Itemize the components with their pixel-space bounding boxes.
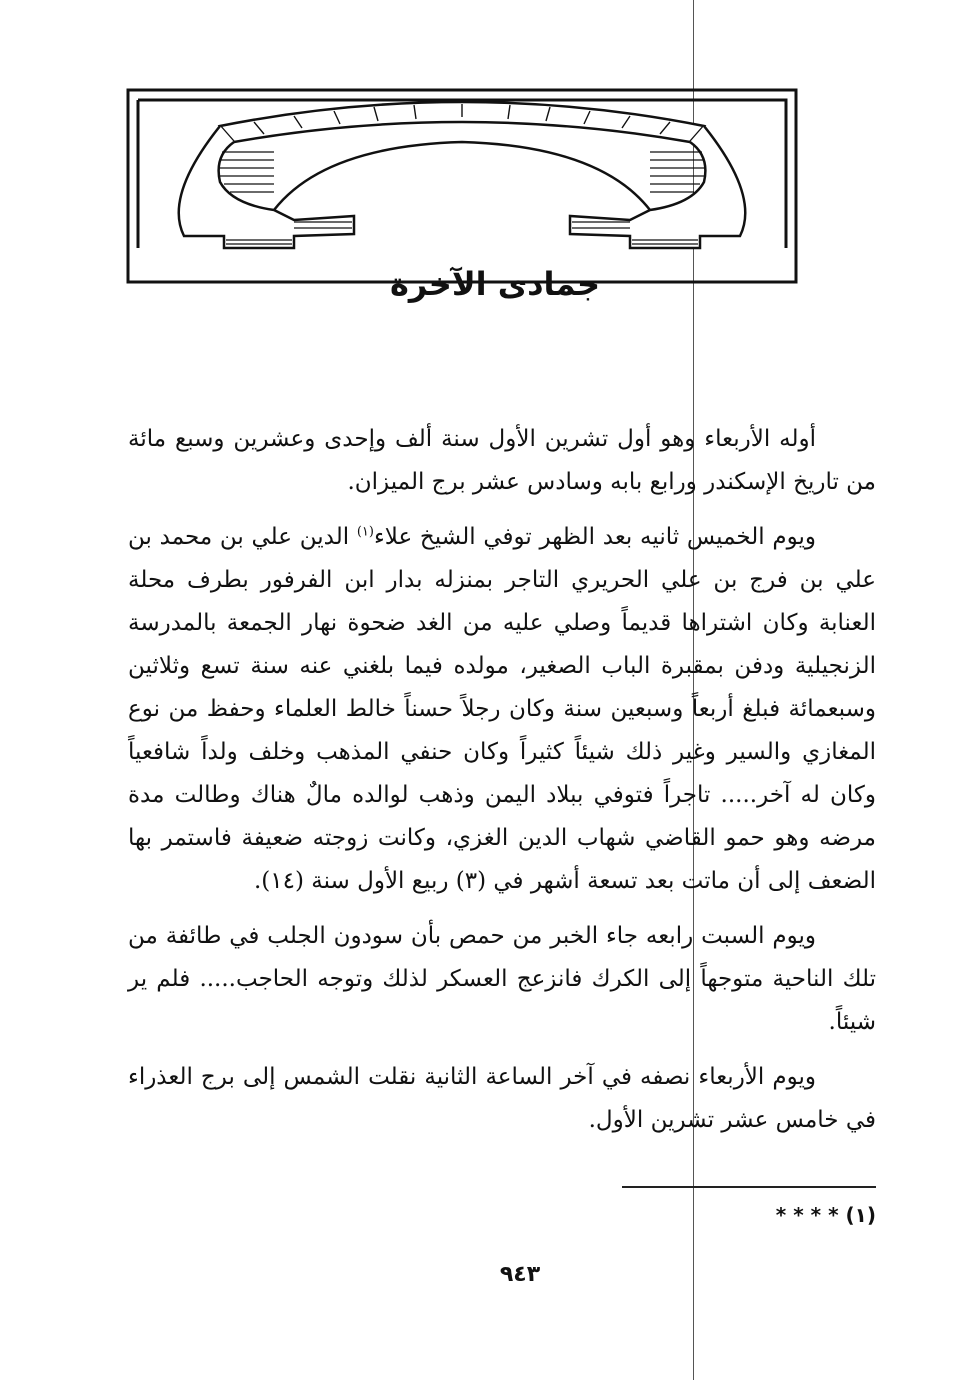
chapter-title: جمادى الآخرة	[389, 265, 601, 303]
footnote-divider	[622, 1186, 876, 1188]
paragraph-3: ويوم السبت رابعه جاء الخبر من حمص بأن سودون الجلب في طائفة من تلك الناحية متوجهاً إلى الكرك فانزعج العسكر لذلك وتوجه الحاجب..... فلم ير شيئاً.	[128, 923, 876, 1035]
footnote	[620, 1200, 876, 1230]
page-number: ٩٤٣	[499, 1262, 541, 1287]
paragraph-1: أوله الأربعاء وهو أول تشرين الأول سنة ألف وإحدى وعشرين وسبع مائة من تاريخ الإسكندر ورابع بابه وسادس عشر برج الميزان.	[128, 426, 876, 495]
footnote-reference[interactable]: (١)	[356, 524, 374, 540]
paragraph-2-start: ويوم الخميس ثانيه بعد الظهر توفي الشيخ علاء	[373, 524, 816, 550]
paragraph-2-rest: الدين علي بن محمد بن علي بن فرج بن علي الحريري التاجر بمنزله بدار ابن الفرفور بطرف محلة العنابة وكان اشتراها قديماً وصلي عليه من الغد ضحوة نهار الجمعة بالمدرسة الزنجيلية ودفن بمقبرة الباب الصغير، مولده فيما بلغني عنه سنة تسع وثلاثين وسبعمائة فبلغ أربعاً وسبعين سنة وكان رجلاً حسناً خالط العلماء وحفظ من نوع المغازي والسير وغير ذلك شيئاً كثيراً وكان حنفي المذهب وخلف ولداً شافعياً وكان له آخر..... تاجراً فتوفي ببلاد اليمن وذهب لوالده مالٌ هناك وطالت مدة مرضه وهو حمو القاضي شهاب الدين الغزي، وكانت زوجته ضعيفة فاستمر بها الضعف إلى أن ماتت بعد تسعة أشهر في (٣) ربيع الأول سنة (١٤).	[128, 524, 876, 894]
footnote-marker: (١)	[845, 1203, 876, 1227]
body-text	[128, 418, 876, 1142]
paragraph-4: ويوم الأربعاء نصفه في آخر الساعة الثانية نقلت الشمس إلى برج العذراء في خامس عشر تشرين الأول.	[128, 1064, 876, 1133]
arch-ornament	[124, 86, 800, 286]
paragraph-2	[128, 516, 876, 903]
footnote-text: * * * *	[775, 1203, 839, 1227]
